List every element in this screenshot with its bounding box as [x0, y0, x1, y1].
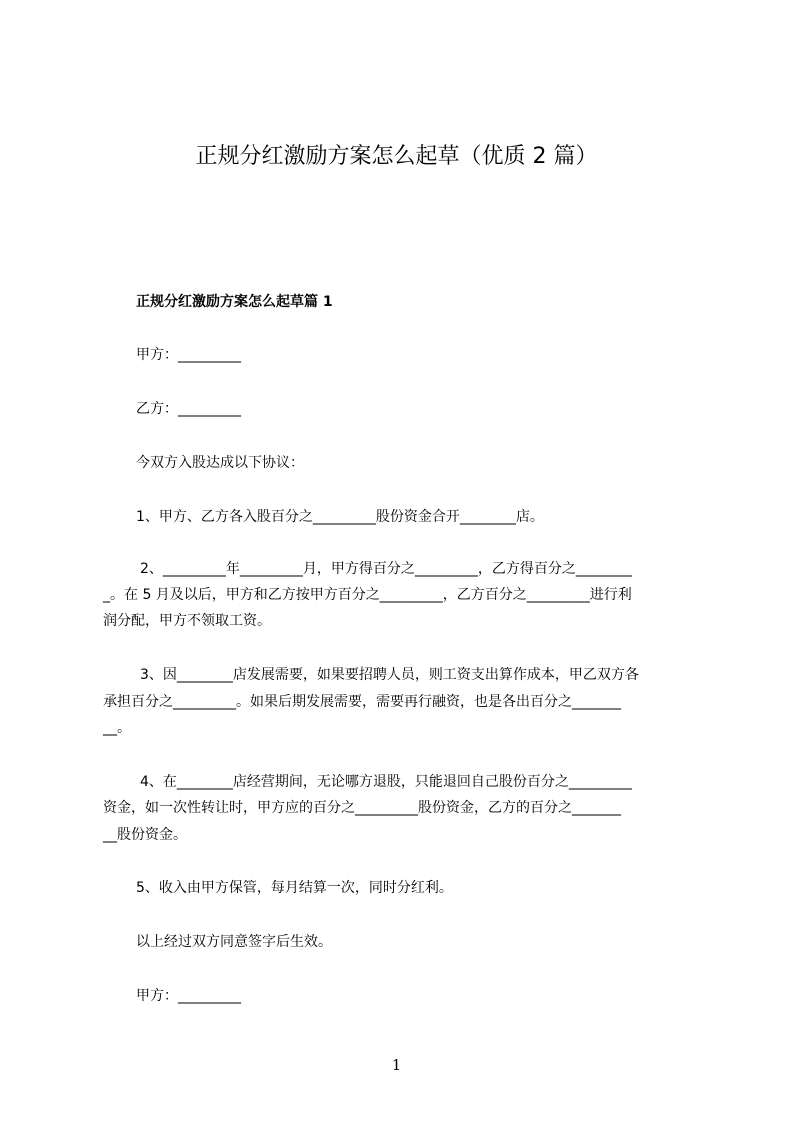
- clause-1: 1、甲方、乙方各入股百分之_________股份资金合开________店。: [136, 509, 544, 525]
- clause-3-line-2: 承担百分之_________。如果后期发展需要，需要再行融资，也是各出百分之_______: [103, 694, 621, 710]
- party-b-line: 乙方：_________: [136, 401, 241, 417]
- document-title: 正规分红激励方案怎么起草（优质 2 篇）: [195, 144, 598, 169]
- clause-3-line-1: 3、因________店发展需要，如果要招聘人员，则工资支出算作成本，甲乙双方各: [140, 667, 639, 683]
- signature-party-a: 甲方：_________: [136, 988, 241, 1004]
- clause-4-line-1: 4、在________店经营期间，无论哪方退股，只能退回自己股份百分之_________: [140, 774, 632, 790]
- clause-4-line-2: 资金，如一次性转让时，甲方应的百分之_________股份资金，乙方的百分之_______: [103, 800, 621, 816]
- party-a-line: 甲方：_________: [136, 347, 241, 363]
- closing-line: 以上经过双方同意签字后生效。: [136, 934, 332, 950]
- clause-3-line-3: __。: [103, 720, 131, 736]
- intro-line: 今双方入股达成以下协议：: [136, 455, 304, 471]
- clause-2-line-1: 2、_________年_________月，甲方得百分之_________，乙方得百分之________: [140, 561, 632, 577]
- section-heading: 正规分红激励方案怎么起草篇 1: [136, 294, 333, 310]
- clause-2-line-3: 润分配，甲方不领取工资。: [103, 613, 271, 629]
- clause-2-line-2: _。在 5 月及以后，甲方和乙方按甲方百分之_________，乙方百分之_________进行利: [103, 587, 632, 603]
- clause-4-line-3: __股份资金。: [103, 827, 187, 843]
- page-number: 1: [391, 1056, 402, 1074]
- clause-5: 5、收入由甲方保管，每月结算一次，同时分红利。: [136, 880, 453, 896]
